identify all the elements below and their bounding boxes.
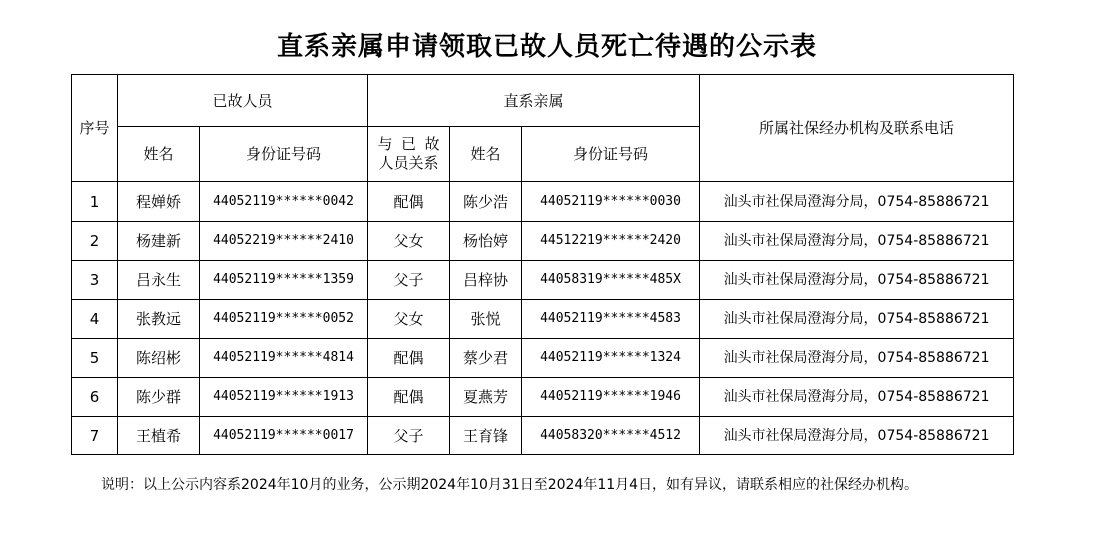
header-deceased-id: 身份证号码: [200, 127, 368, 182]
header-agency-contact: 所属社保经办机构及联系电话: [700, 75, 1014, 182]
header-relation-line1: 与 已 故: [377, 135, 440, 153]
row-deceased-id: 44052119******0017: [200, 417, 368, 455]
table-row: [72, 261, 1014, 300]
row-seq: 5: [72, 339, 118, 378]
header-deceased-group: 已故人员: [118, 75, 368, 127]
header-relation-line2: 人员关系: [378, 154, 439, 172]
row-relation: 父子: [368, 261, 450, 300]
row-contact: 汕头市社保局澄海分局，0754-85886721: [700, 378, 1014, 417]
header-relative-name: 姓名: [450, 127, 522, 182]
row-deceased-name: 王植希: [118, 417, 200, 455]
row-relation: 配偶: [368, 339, 450, 378]
row-contact: 汕头市社保局澄海分局，0754-85886721: [700, 261, 1014, 300]
row-seq: 2: [72, 222, 118, 261]
page-title: 直系亲属申请领取已故人员死亡待遇的公示表: [276, 32, 817, 62]
row-seq: 4: [72, 300, 118, 339]
row-relative-name: 杨怡婷: [450, 222, 522, 261]
header-relation: [368, 127, 450, 182]
table-row: [72, 222, 1014, 261]
row-relative-id: 44052119******1946: [522, 378, 700, 417]
row-relation: 父子: [368, 417, 450, 455]
table-row: [72, 339, 1014, 378]
row-contact: 汕头市社保局澄海分局，0754-85886721: [700, 182, 1014, 222]
row-contact: 汕头市社保局澄海分局，0754-85886721: [700, 417, 1014, 455]
row-contact: 汕头市社保局澄海分局，0754-85886721: [700, 300, 1014, 339]
row-deceased-name: 陈少群: [118, 378, 200, 417]
table-row: [72, 378, 1014, 417]
row-contact: 汕头市社保局澄海分局，0754-85886721: [700, 339, 1014, 378]
footnote: 说明：以上公示内容系2024年10月的业务，公示期2024年10月31日至2024年11月4日，如有异议，请联系相应的社保经办机构。: [101, 477, 919, 493]
row-seq: 1: [72, 182, 118, 222]
row-seq: 7: [72, 417, 118, 455]
row-deceased-id: 44052119******0052: [200, 300, 368, 339]
notice-table: [71, 74, 1014, 455]
row-deceased-id: 44052119******1359: [200, 261, 368, 300]
row-deceased-name: 吕永生: [118, 261, 200, 300]
row-relative-id: 44052119******4583: [522, 300, 700, 339]
table-row: [72, 182, 1014, 222]
row-relative-id: 44512219******2420: [522, 222, 700, 261]
row-relative-name: 蔡少君: [450, 339, 522, 378]
row-deceased-name: 陈绍彬: [118, 339, 200, 378]
row-relative-name: 王育锋: [450, 417, 522, 455]
table-row: [72, 417, 1014, 455]
row-relation: 配偶: [368, 378, 450, 417]
table-row: [72, 300, 1014, 339]
header-seq: 序号: [72, 75, 118, 182]
row-relation: 配偶: [368, 182, 450, 222]
row-relative-id: 44052119******0030: [522, 182, 700, 222]
row-relation: 父女: [368, 222, 450, 261]
row-relative-name: 张悦: [450, 300, 522, 339]
header-deceased-name: 姓名: [118, 127, 200, 182]
row-deceased-id: 44052119******0042: [200, 182, 368, 222]
row-deceased-id: 44052119******4814: [200, 339, 368, 378]
row-deceased-name: 张教远: [118, 300, 200, 339]
row-deceased-name: 杨建新: [118, 222, 200, 261]
header-relative-id: 身份证号码: [522, 127, 700, 182]
header-row-1: [72, 75, 1014, 127]
row-relative-name: 夏燕芳: [450, 378, 522, 417]
row-relative-id: 44058320******4512: [522, 417, 700, 455]
row-relative-name: 陈少浩: [450, 182, 522, 222]
row-seq: 3: [72, 261, 118, 300]
row-deceased-id: 44052119******1913: [200, 378, 368, 417]
row-relative-id: 44058319******485X: [522, 261, 700, 300]
row-relative-id: 44052119******1324: [522, 339, 700, 378]
row-contact: 汕头市社保局澄海分局，0754-85886721: [700, 222, 1014, 261]
row-deceased-id: 44052219******2410: [200, 222, 368, 261]
row-seq: 6: [72, 378, 118, 417]
header-relative-group: 直系亲属: [368, 75, 700, 127]
row-deceased-name: 程婵娇: [118, 182, 200, 222]
row-relative-name: 吕梓协: [450, 261, 522, 300]
row-relation: 父女: [368, 300, 450, 339]
